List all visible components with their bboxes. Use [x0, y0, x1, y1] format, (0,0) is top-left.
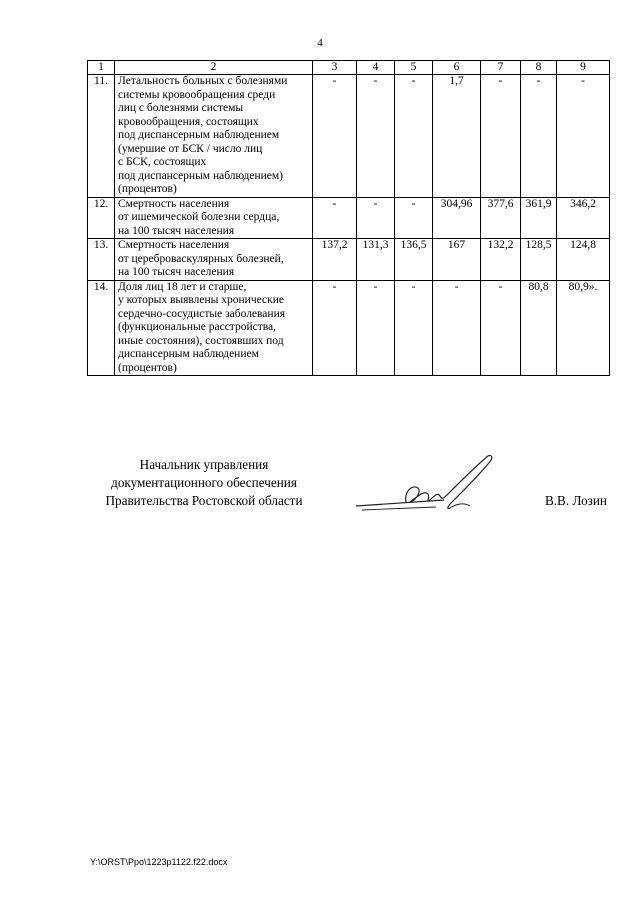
row-description: Смертность населения от цереброваскулярных болезней, на 100 тысяч населения: [115, 239, 313, 281]
header-cell: 5: [395, 61, 433, 75]
table-header-row: [88, 61, 610, 75]
value-cell: -: [433, 280, 481, 376]
row-description: Доля лиц 18 лет и старше, у которых выявлены хронические сердечно-сосудистые заболевания (функциональные расстройства, иные состояния), состоявших под диспансерным наблюдением (процентов): [115, 280, 313, 376]
value-cell: -: [357, 197, 395, 239]
value-cell: 377,6: [481, 197, 521, 239]
row-number: 12.: [88, 197, 115, 239]
value-cell: -: [557, 75, 610, 198]
value-cell: 361,9: [521, 197, 557, 239]
value-cell: 346,2: [557, 197, 610, 239]
value-cell: 1,7: [433, 75, 481, 198]
indicators-table: [87, 60, 610, 376]
value-cell: 80,9».: [557, 280, 610, 376]
signatory-name: В.В. Лозин: [544, 493, 607, 508]
handwritten-signature: [348, 452, 508, 522]
value-cell: -: [357, 280, 395, 376]
value-cell: -: [481, 75, 521, 198]
value-cell: -: [313, 197, 357, 239]
value-cell: 136,5: [395, 239, 433, 281]
value-cell: -: [357, 75, 395, 198]
row-description: Смертность населения от ишемической болезни сердца, на 100 тысяч населения: [115, 197, 313, 239]
header-cell: 3: [313, 61, 357, 75]
value-cell: 124,8: [557, 239, 610, 281]
table-row: [88, 75, 610, 198]
header-cell: 9: [557, 61, 610, 75]
value-cell: 137,2: [313, 239, 357, 281]
header-cell: 4: [357, 61, 395, 75]
row-number: 13.: [88, 239, 115, 281]
value-cell: 128,5: [521, 239, 557, 281]
value-cell: 304,96: [433, 197, 481, 239]
value-cell: 132,2: [481, 239, 521, 281]
file-path-footer: Y:\ORST\Ppo\1223p1122.f22.docx: [90, 857, 228, 867]
header-cell: 6: [433, 61, 481, 75]
value-cell: -: [313, 75, 357, 198]
row-description: Летальность больных с болезнями системы кровообращения среди лиц с болезнями системы кровообращения, состоящих под диспансерным наблюдением (умершие от БСК / число лиц с БСК, состоящих под диспансерным наблюдением) (процентов): [115, 75, 313, 198]
value-cell: -: [395, 75, 433, 198]
value-cell: 167: [433, 239, 481, 281]
header-cell: 7: [481, 61, 521, 75]
value-cell: -: [395, 197, 433, 239]
header-cell: 2: [115, 61, 313, 75]
signatory-title: Начальник управления документационного обеспечения Правительства Ростовской области: [105, 457, 303, 508]
page-number: 4: [317, 37, 323, 49]
value-cell: -: [313, 280, 357, 376]
row-number: 14.: [88, 280, 115, 376]
table-row: [88, 239, 610, 281]
value-cell: -: [481, 280, 521, 376]
row-number: 11.: [88, 75, 115, 198]
header-cell: 1: [88, 61, 115, 75]
value-cell: 131,3: [357, 239, 395, 281]
header-cell: 8: [521, 61, 557, 75]
value-cell: -: [395, 280, 433, 376]
value-cell: 80,8: [521, 280, 557, 376]
table-row: [88, 197, 610, 239]
value-cell: -: [521, 75, 557, 198]
table-row: [88, 280, 610, 376]
